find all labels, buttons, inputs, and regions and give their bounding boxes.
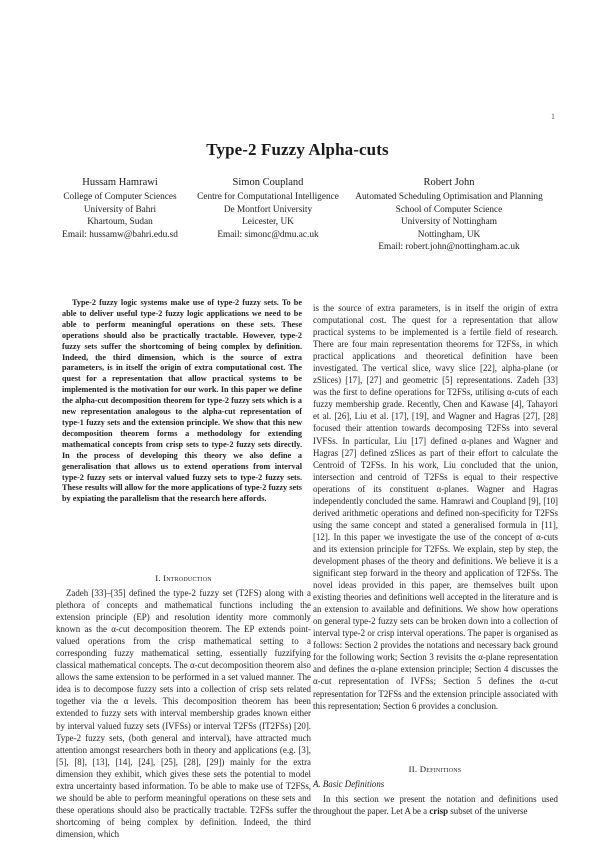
section-number: II. — [408, 764, 418, 774]
definitions-bold-term: crisp — [429, 806, 449, 817]
author-affiliation-line: Khartoum, Sudan — [87, 217, 153, 228]
author-affiliation-line: University of Nottingham — [400, 217, 498, 228]
definitions-text-end: subset of the universe — [448, 806, 528, 817]
author-name: Robert John — [423, 177, 475, 188]
section-number: I. — [155, 573, 161, 583]
author-affiliation-line: Leicester, UK — [242, 217, 294, 228]
author-email: Email: robert.john@nottingham.ac.uk — [378, 242, 520, 253]
author-affiliation-line: Centre for Computational Intelligence — [197, 192, 339, 203]
subsection-heading: A. Basic Definitions — [313, 779, 385, 789]
author-email: Email: hussamw@bahri.edu.sd — [62, 229, 178, 240]
author-affiliation-line: School of Computer Science — [395, 204, 503, 215]
definitions-text: In this section we present the notation and definitions used throughout the paper. Let A be a — [313, 794, 558, 817]
paper-title: Type-2 Fuzzy Alpha-cuts — [206, 140, 389, 159]
author-name: Simon Coupland — [232, 177, 304, 188]
page-number: 1 — [551, 112, 555, 121]
section-heading-introduction — [56, 573, 311, 583]
author-affiliation-line: Nottingham, UK — [417, 229, 481, 240]
section-title: Introduction — [163, 573, 212, 583]
author-affiliation-line: Automated Scheduling Optimisation and Planning — [355, 192, 543, 203]
introduction-paragraph: Zadeh [33]–[35] defined the type-2 fuzzy set (T2FS) along with a plethora of concepts and mathematical functions including the extension principle (EP) and resolution identity more commonly known as the α-cut decomposition theorem. The EP extends point-valued operations from the crisp mathematical setting to a corresponding fuzzy mathematical setting, essentially fuzzifying classical mathematical concepts. The α-cut decomposition theorem also allows the same extension to be performed in a set valued manner. The idea is to decompose fuzzy sets into a collection of crisp sets related together via the α levels. This decomposition theorem has been extended to fuzzy sets with interval membership grades known either by interval valued fuzzy sets (IVFSs) or interval T2FSs (IT2FSs) [20]. Type-2 fuzzy sets, (both general and interval), have attracted much attention amongst researchers both in theory and applications (e.g. [3], [5], [8], [13], [14], [24], [25], [28], [29]) mainly for the extra dimension they exhibit, which gives these sets the potential to model extra uncertainty based information. To be able to make use of T2FSs, we should be able to perform meaningful operations on these sets and these operations should also be practically tractable. T2FSs suffer the shortcoming of being complex by definition. Indeed, the third dimension, which — [56, 588, 311, 839]
author-block-3 — [343, 177, 555, 253]
author-affiliation-line: De Montfort University — [223, 204, 313, 215]
author-name: Hussam Hamrawi — [82, 177, 158, 188]
abstract: Type-2 fuzzy logic systems make use of type-2 fuzzy sets. To be able to deliver useful type-2 fuzzy logic applications we need to be able to perform meaningful operations on these sets. These operations should also be practically tractable. However, type-2 fuzzy sets suffer the shortcoming of being complex by definition. Indeed, the third dimension, which is the source of extra parameters, is in itself the origin of extra computational cost. The quest for a representation that allow practical systems to be implemented is the motivation for our work. In this paper we define the alpha-cut decomposition theorem for type-2 fuzzy sets which is a new representation analogous to the alpha-cut representation of type-1 fuzzy sets and the extension principle. We show that this new decomposition theorem forms a methodology for extending mathematical concepts from crisp sets to type-2 fuzzy sets directly. In the process of developing this theory we also define a generalisation that allows us to extend operations from interval type-2 fuzzy sets or interval valued fuzzy sets to type-2 fuzzy sets. These results will allow for the more applications of type-2 fuzzy sets by expiating the parallelism that the research here affords. — [62, 298, 302, 504]
author-affiliation-line: University of Bahri — [83, 204, 157, 215]
definitions-paragraph — [313, 793, 558, 817]
section-title: Definitions — [419, 764, 462, 774]
section-heading-definitions — [310, 764, 560, 774]
author-affiliation-line: College of Computer Sciences — [63, 192, 177, 203]
right-column — [313, 302, 558, 712]
author-block-2 — [183, 177, 353, 241]
introduction-continued-paragraph: is the source of extra parameters, is in itself the origin of extra computational cost. The quest for a representation that allow practical systems to be implemented is a fertile field of research. There are four main representation theorems for T2FSs, in which practical applications and theoretical definition have been investigated. The vertical slice, wavy slice [22], alpha-plane (or zSlices) [17], [27] and geometric [5] representations. Zadeh [33] was the first to define operations for T2FSs, utilising α-cuts of each fuzzy membership grade. Recently, Chen and Kawase [4], Tahayori et al. [26], Liu et al. [17], [19], and Wagner and Hagras [27], [28] focused their attention towards decomposing T2FSs into several IVFSs. In particular, Liu [17] defined α-planes and Wagner and Hagras [27] defined zSlices as part of their effort to calculate the Centroid of T2FSs. In his work, Liu concluded that the union, intersection and centroid of T2FSs is equal to their respective operations of its constituent α-planes. Wagner and Hagras independently concluded the same. Hamrawi and Coupland [9], [10] derived arithmetic operations and defined non-specificity for T2FSs using the same concept and stated a generalised formula in [11], [12]. In this paper we investigate the use of the concept of α-cuts and its extension principle for T2FSs. We explain, step by step, the development phases of the theory and definitions. We believe it is a significant step forward in the theory and application of T2FSs. The novel ideas provided in this paper, are themselves built upon existing theories and definitions well accepted in the literature and is an extension to available and definitions. We show how operations on general type-2 fuzzy sets can be broken down into a collection of interval type-2 or crisp interval operations. The paper is organised as follows: Section 2 provides the notations and necessary back ground for the following work; Section 3 revisits the α-plane representation and defines the α-plane extension principle; Section 4 discusses the α-cut representation of IVFSs; Section 5 defines the α-cut representation for T2FSs and the extension principle associated with this representation; Section 6 provides a conclusion. — [313, 303, 558, 711]
author-email: Email: simonc@dmu.ac.uk — [217, 229, 319, 240]
author-block-1 — [40, 177, 200, 241]
